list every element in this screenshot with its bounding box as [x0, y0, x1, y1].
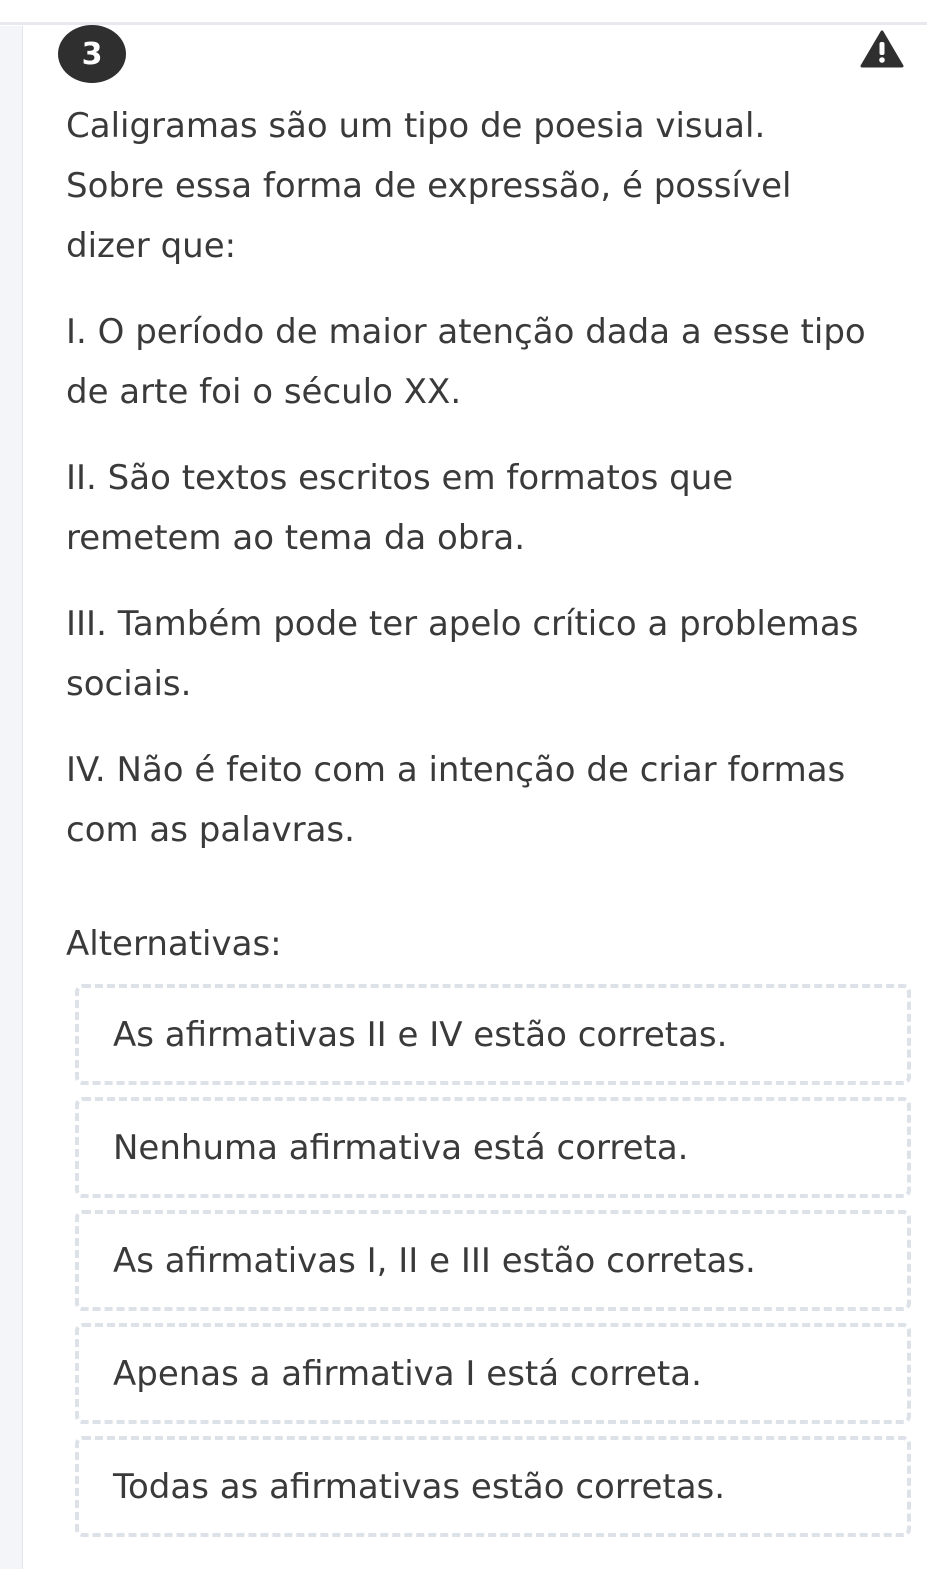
option-d-label: Apenas a afirmativa I está correta. — [113, 1353, 702, 1394]
option-b-label: Nenhuma afirmativa está correta. — [113, 1127, 689, 1168]
alternatives-label: Alternativas: — [66, 924, 282, 964]
option-b[interactable] — [75, 1097, 911, 1198]
question-content — [66, 96, 866, 886]
question-stem: Caligramas são um tipo de poesia visual. Sobre essa forma de expressão, é possível dizer que: — [66, 106, 792, 266]
left-rail — [0, 26, 23, 1569]
statement-1: I. O período de maior atenção dada a esse tipo de arte foi o século XX. — [66, 312, 866, 412]
warning-icon[interactable] — [860, 30, 904, 68]
statement-3: III. Também pode ter apelo crítico a problemas sociais. — [66, 604, 859, 704]
question-number-badge: 3 — [58, 25, 126, 83]
option-c[interactable] — [75, 1210, 911, 1311]
option-e[interactable] — [75, 1436, 911, 1537]
statement-2: II. São textos escritos em formatos que remetem ao tema da obra. — [66, 458, 734, 558]
option-c-label: As afirmativas I, II e III estão corretas. — [113, 1240, 756, 1281]
option-a-label: As afirmativas II e IV estão corretas. — [113, 1014, 728, 1055]
option-d[interactable] — [75, 1323, 911, 1424]
statement-4: IV. Não é feito com a intenção de criar formas com as palavras. — [66, 750, 846, 850]
option-e-label: Todas as afirmativas estão corretas. — [113, 1466, 726, 1507]
option-a[interactable] — [75, 984, 911, 1085]
alternatives-list — [75, 984, 911, 1549]
